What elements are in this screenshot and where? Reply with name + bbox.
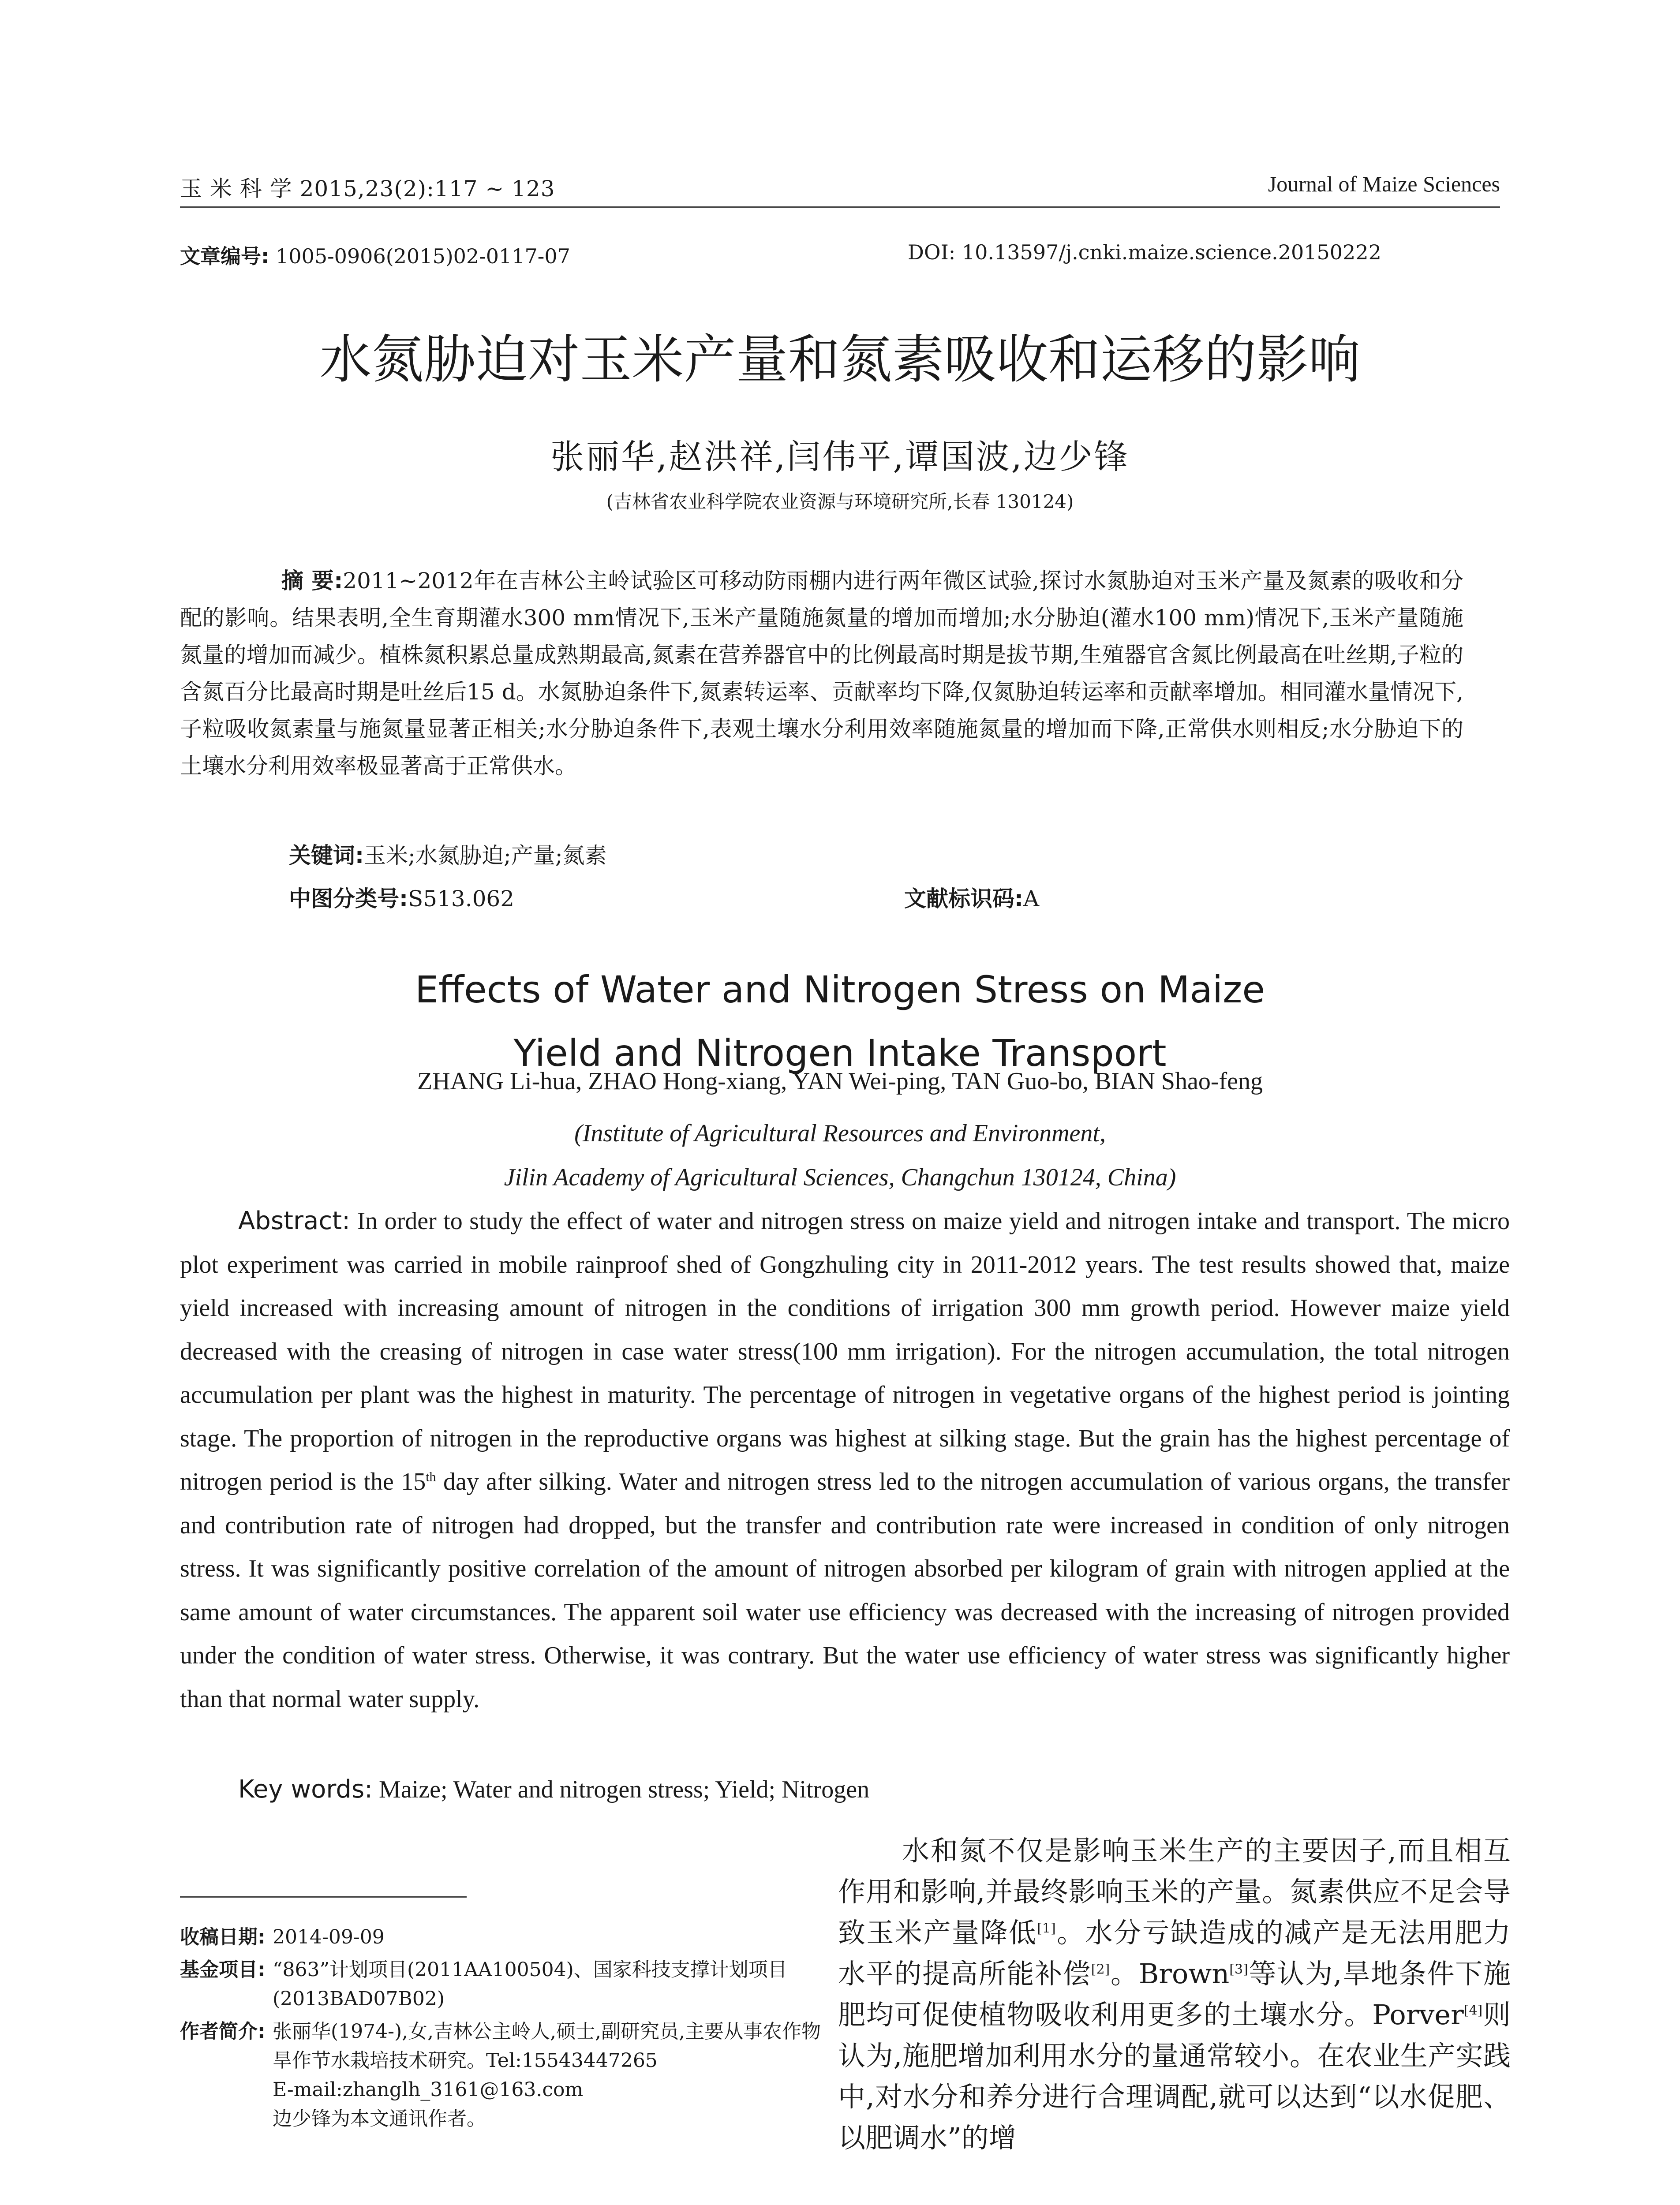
authors-cn: 张丽华,赵洪祥,闫伟平,谭国波,边少锋 bbox=[550, 437, 1130, 476]
authors-en: ZHANG Li-hua, ZHAO Hong-xiang, YAN Wei-ping, TAN Guo-bo, BIAN Shao-feng bbox=[417, 1068, 1263, 1095]
keywords-en-label: Key words: bbox=[238, 1775, 373, 1804]
journal-citation: 玉 米 科 学 2015,23(2):117 ~ 123 bbox=[180, 176, 555, 202]
intro-text-4: 等认为,旱地条件下施肥均可促使植物吸收利用更多的土壤水分。Porver bbox=[838, 1958, 1511, 2031]
classification-label: 中图分类号: bbox=[289, 886, 408, 912]
intro-paragraph bbox=[838, 1830, 1511, 2158]
abstract-cn bbox=[180, 562, 1463, 785]
fund-label: 基金项目: bbox=[180, 1958, 266, 1981]
abstract-en-text-1: In order to study the effect of water and nitrogen stress on maize yield and nitrogen intake and transport. The micro plot experiment was carried in mobile rainproof shed of Gongzhuling city in 2011-2012 years. The test results showed that, maize yield increased with increasing amount of nitrogen in the conditions of irrigation 300 mm growth period. However maize yield decreased with the creasing of nitrogen in case water stress(100 mm irrigation). For the nitrogen accumulation, the total nitrogen accumulation per plant was the highest in maturity. The percentage of nitrogen in vegetative organs of the highest period is jointing stage. The proportion of nitrogen in the reproductive organs was highest at silking stage. But the grain has the highest percentage of nitrogen period is the 15 bbox=[180, 1207, 1510, 1495]
title-en-line2: Yield and Nitrogen Intake Transport bbox=[513, 1031, 1167, 1075]
affiliation-en-line2: Jilin Academy of Agricultural Sciences, Changchun 130124, China) bbox=[504, 1164, 1176, 1191]
title-en bbox=[132, 958, 1548, 1085]
intro-text-5: 则认为,施肥增加利用水分的量通常较小。在农业生产实践中,对水分和养分进行合理调配,就可以达到“以水促肥、以肥调水”的增 bbox=[838, 1999, 1511, 2154]
document-code bbox=[904, 881, 1039, 913]
document-code-value: A bbox=[1023, 886, 1040, 912]
keywords-en bbox=[238, 1775, 869, 1804]
article-meta bbox=[180, 240, 1500, 271]
affiliation-en bbox=[132, 1111, 1548, 1200]
received-label: 收稿日期: bbox=[180, 1926, 266, 1948]
intro-text-2: 。水分亏缺造成的减产是无法用肥力水平的提高所能补偿 bbox=[838, 1917, 1511, 1990]
author-email: E-mail:zhanglh_3161@163.com bbox=[273, 2078, 584, 2101]
title-en-line1: Effects of Water and Nitrogen Stress on Maize bbox=[415, 968, 1265, 1011]
classification-value: S513.062 bbox=[408, 886, 515, 912]
keywords-cn-text: 玉米;水氮胁迫;产量;氮素 bbox=[364, 843, 607, 868]
citation-4: [4] bbox=[1463, 2003, 1483, 2018]
keywords-cn-label: 关键词: bbox=[289, 843, 364, 868]
article-number bbox=[180, 240, 570, 269]
footnote-rule bbox=[180, 1896, 467, 1898]
header-rule bbox=[180, 206, 1500, 208]
affiliation-en-line1: (Institute of Agricultural Resources and Environment, bbox=[574, 1120, 1106, 1147]
keywords-cn bbox=[289, 838, 607, 870]
author-bio-text: 张丽华(1974-),女,吉林公主岭人,硕士,副研究员,主要从事农作物旱作节水栽培技术研究。Tel:15543447265 bbox=[273, 2020, 821, 2072]
footnote-author bbox=[180, 2017, 833, 2134]
article-number-label: 文章编号: bbox=[180, 244, 269, 268]
running-header bbox=[180, 171, 1500, 202]
abstract-en-text-2: day after silking. Water and nitrogen stress led to the nitrogen accumulation of various organs, the transfer and contribution rate of nitrogen had dropped, but the transfer and contribution rate were increased in condition of only nitrogen stress. It was significantly positive correlation of the amount of nitrogen absorbed per kilogram of grain with nitrogen applied at the same amount of water circumstances. The apparent soil water use efficiency was decreased with the increasing of nitrogen provided under the condition of water stress. Otherwise, it was contrary. But the water use efficiency of water stress was significantly higher than that normal water supply. bbox=[180, 1468, 1510, 1713]
citation-3: [3] bbox=[1229, 1962, 1248, 1977]
footnotes bbox=[180, 1923, 833, 2134]
journal-name-en: Journal of Maize Sciences bbox=[1268, 172, 1500, 196]
classification bbox=[289, 881, 514, 913]
abstract-cn-label: 摘 要: bbox=[281, 568, 343, 594]
document-code-label: 文献标识码: bbox=[904, 886, 1023, 912]
footnote-received bbox=[180, 1923, 833, 1952]
author-bio-label: 作者简介: bbox=[180, 2020, 266, 2043]
citation-2: [2] bbox=[1091, 1962, 1110, 1977]
doi: DOI: 10.13597/j.cnki.maize.science.20150222 bbox=[908, 240, 1381, 264]
abstract-en-superscript: th bbox=[426, 1469, 436, 1484]
footnote-fund bbox=[180, 1955, 833, 2014]
abstract-cn-text: 2011~2012年在吉林公主岭试验区可移动防雨棚内进行两年微区试验,探讨水氮胁迫对玉米产量及氮素的吸收和分配的影响。结果表明,全生育期灌水300 mm情况下,玉米产量随施氮量的增加而增加;水分胁迫(灌水100 mm)情况下,玉米产量随施氮量的增加而减少。植株氮积累总量成熟期最高,氮素在营养器官中的比例最高时期是拔节期,生殖器官含氮比例最高在吐丝期,子粒的含氮百分比最高时期是吐丝后15 d。水氮胁迫条件下,氮素转运率、贡献率均下降,仅氮胁迫转运率和贡献率增加。相同灌水量情况下,子粒吸收氮素量与施氮量显著正相关;水分胁迫条件下,表观土壤水分利用效率随施氮量的增加而下降,正常供水则相反;水分胁迫下的土壤水分利用效率极显著高于正常供水。 bbox=[180, 568, 1463, 779]
article-number-value: 1005-0906(2015)02-0117-07 bbox=[276, 244, 570, 268]
fund-text: “863”计划项目(2011AA100504)、国家科技支撑计划项目(2013BAD07B02) bbox=[273, 1958, 787, 2010]
received-date: 2014-09-09 bbox=[273, 1926, 385, 1948]
citation-1: [1] bbox=[1037, 1921, 1056, 1936]
abstract-en-label: Abstract: bbox=[238, 1207, 350, 1235]
affiliation-cn: (吉林省农业科学院农业资源与环境研究所,长春 130124) bbox=[606, 491, 1074, 512]
corresponding-author: 边少锋为本文通讯作者。 bbox=[273, 2108, 486, 2130]
intro-text-1: 水和氮不仅是影响玉米生产的主要因子,而且相互作用和影响,并最终影响玉米的产量。氮素供应不足会导致玉米产量降低 bbox=[838, 1835, 1511, 1949]
title-cn: 水氮胁迫对玉米产量和氮素吸收和运移的影响 bbox=[319, 329, 1361, 390]
abstract-en bbox=[180, 1200, 1510, 1721]
keywords-en-text: Maize; Water and nitrogen stress; Yield; Nitrogen bbox=[379, 1776, 870, 1803]
intro-text-3: 。Brown bbox=[1110, 1958, 1230, 1990]
